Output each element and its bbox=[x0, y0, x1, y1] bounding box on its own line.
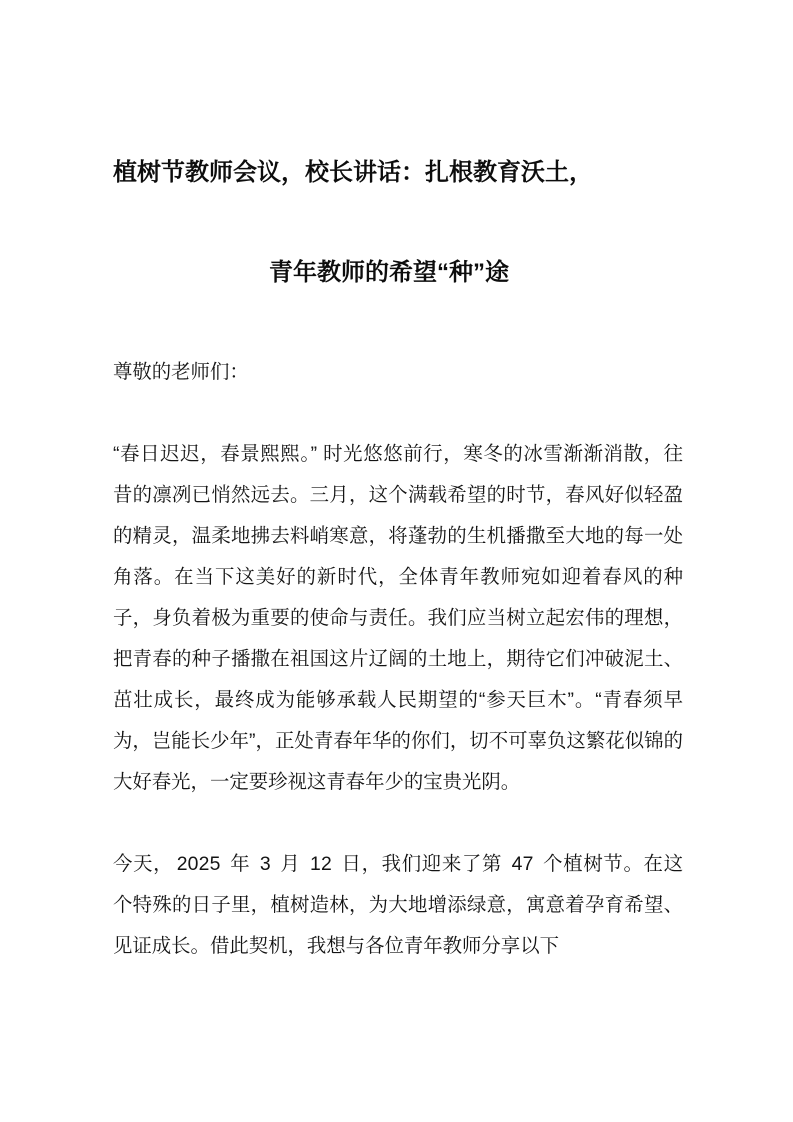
latin-run: 2025 bbox=[176, 853, 221, 875]
title-line-1: 植树节教师会议，校长讲话：扎根教育沃土， bbox=[113, 159, 593, 186]
latin-run: 3 bbox=[259, 853, 271, 875]
latin-run: 12 bbox=[310, 853, 332, 875]
latin-run: 47 bbox=[511, 853, 534, 875]
body-paragraph-2: 今天， 2025 年 3 月 12 日，我们迎来了第 47 个植树节。在这个特殊的日子里，植树造林，为大地增添绿意，寓意着孕育希望、见证成长。借此契机，我想与各位青年教师分享以下 bbox=[113, 853, 684, 957]
document-body bbox=[113, 352, 683, 967]
body-paragraph-1: “春日迟迟，春景熙熙。” 时光悠悠前行，寒冬的冰雪渐渐消散，往昔的凛冽已悄然远去。三月，这个满载希望的时节，春风好似轻盈的精灵，温柔地拂去料峭寒意，将蓬勃的生机播撒至大地的每一处角落。在当下这美好的新时代，全体青年教师宛如迎着春风的种子，身负着极为重要的使命与责任。我们应当树立起宏伟的理想，把青春的种子播撒在祖国这片辽阔的土地上，期待它们冲破泥土、茁壮成长，最终成为能够承载人民期望的“参天巨木”。“青春须早为，岂能长少年”，正处青春年华的你们，切不可辜负这繁花似锦的大好春光，一定要珍视这青春年少的宝贵光阴。 bbox=[113, 443, 683, 793]
salutation: 尊敬的老师们： bbox=[113, 361, 249, 383]
page-title bbox=[113, 123, 683, 323]
title-line-2: 青年教师的希望“种”途 bbox=[269, 259, 509, 286]
